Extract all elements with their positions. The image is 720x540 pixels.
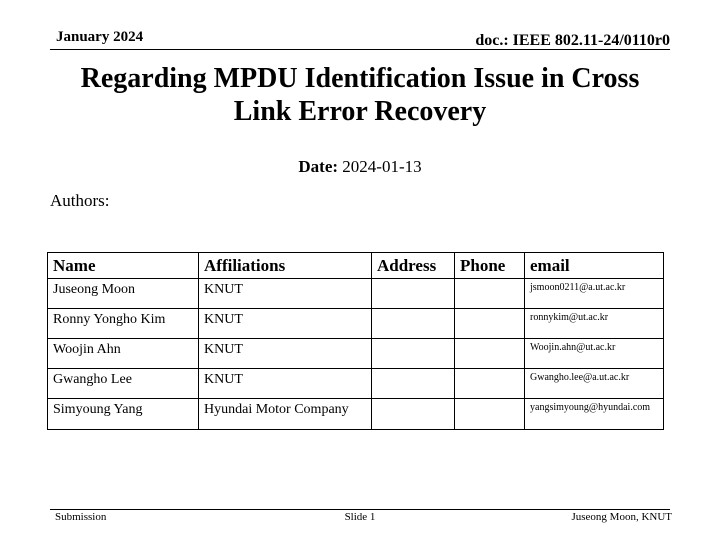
author-name: Ronny Yongho Kim bbox=[48, 309, 199, 339]
table-row bbox=[48, 309, 664, 339]
author-email: Gwangho.lee@a.ut.ac.kr bbox=[525, 369, 664, 399]
author-phone bbox=[455, 279, 525, 309]
author-affiliation: KNUT bbox=[199, 279, 372, 309]
footer-divider bbox=[50, 509, 670, 510]
author-address bbox=[372, 279, 455, 309]
author-phone bbox=[455, 369, 525, 399]
date-label: Date: bbox=[298, 157, 339, 176]
footer-author: Juseong Moon, KNUT bbox=[571, 511, 672, 523]
slide-title: Regarding MPDU Identification Issue in Cross Link Error Recovery bbox=[80, 63, 640, 127]
author-address bbox=[372, 309, 455, 339]
table-row bbox=[48, 399, 664, 430]
author-affiliation: KNUT bbox=[199, 309, 372, 339]
author-phone bbox=[455, 339, 525, 369]
column-header-name: Name bbox=[48, 253, 199, 279]
authors-table bbox=[47, 252, 664, 430]
column-header-phone: Phone bbox=[455, 253, 525, 279]
footer-submission: Submission bbox=[55, 511, 107, 523]
header-doc-id: doc.: IEEE 802.11-24/0110r0 bbox=[475, 32, 670, 49]
author-name: Gwangho Lee bbox=[48, 369, 199, 399]
table-row bbox=[48, 339, 664, 369]
author-name: Simyoung Yang bbox=[48, 399, 199, 430]
footer-slide-number: Slide 1 bbox=[344, 511, 376, 523]
date-line bbox=[0, 157, 720, 177]
header-date: January 2024 bbox=[56, 29, 144, 45]
author-email: ronnykim@ut.ac.kr bbox=[525, 309, 664, 339]
table-header-row bbox=[48, 253, 664, 279]
author-name: Woojin Ahn bbox=[48, 339, 199, 369]
author-address bbox=[372, 369, 455, 399]
authors-label: Authors: bbox=[50, 191, 110, 210]
author-affiliation: KNUT bbox=[199, 339, 372, 369]
author-affiliation: KNUT bbox=[199, 369, 372, 399]
column-header-address: Address bbox=[372, 253, 455, 279]
author-address bbox=[372, 399, 455, 430]
author-affiliation: Hyundai Motor Company bbox=[199, 399, 372, 430]
column-header-email: email bbox=[525, 253, 664, 279]
header-divider bbox=[50, 49, 670, 50]
column-header-affiliations: Affiliations bbox=[199, 253, 372, 279]
author-address bbox=[372, 339, 455, 369]
table-row bbox=[48, 369, 664, 399]
author-email: jsmoon0211@a.ut.ac.kr bbox=[525, 279, 664, 309]
author-phone bbox=[455, 399, 525, 430]
table-row bbox=[48, 279, 664, 309]
author-name: Juseong Moon bbox=[48, 279, 199, 309]
author-phone bbox=[455, 309, 525, 339]
author-email: Woojin.ahn@ut.ac.kr bbox=[525, 339, 664, 369]
author-email: yangsimyoung@hyundai.com bbox=[525, 399, 664, 430]
date-value: 2024-01-13 bbox=[342, 157, 422, 176]
